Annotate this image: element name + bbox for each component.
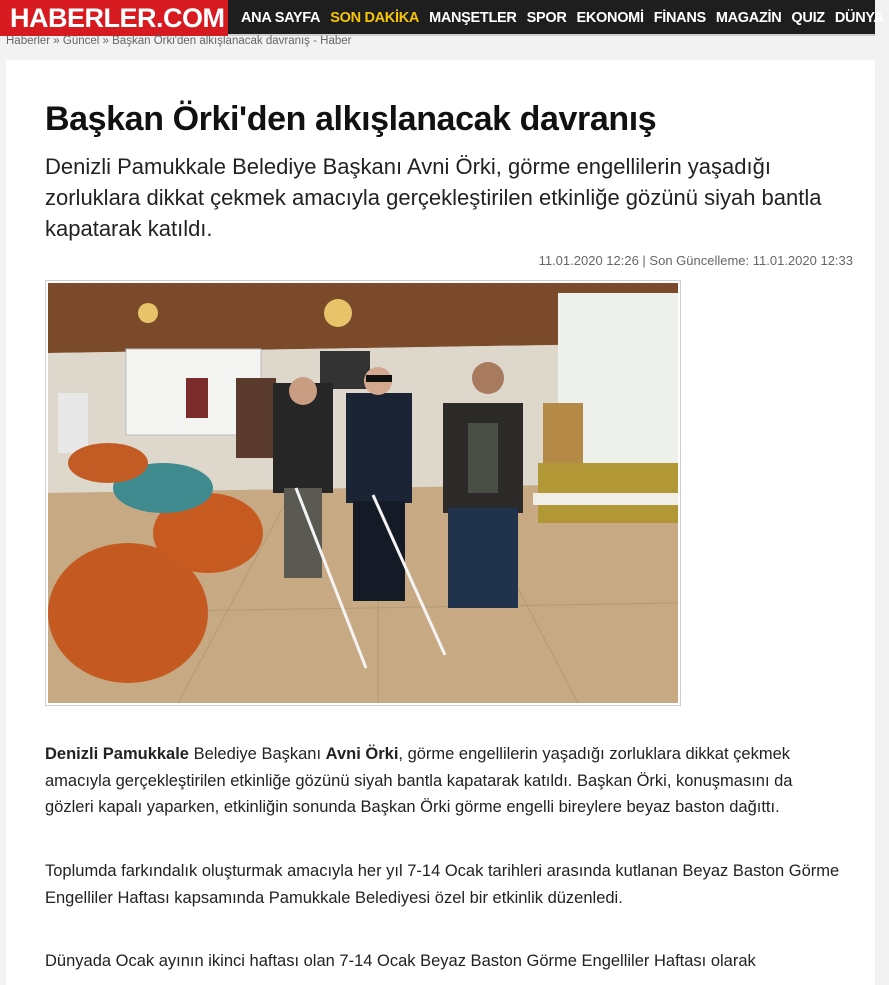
news-photo-icon xyxy=(48,283,678,703)
nav-item-ekonomi[interactable]: EKONOMİ xyxy=(576,10,644,26)
breadcrumb-item-current: Başkan Örki'den alkışlanacak davranış - Haber xyxy=(112,35,352,47)
nav-item-mansetler[interactable]: MANŞETLER xyxy=(429,10,517,26)
breadcrumb-item-haberler[interactable]: Haberler xyxy=(6,35,51,47)
article-title: Başkan Örki'den alkışlanacak davranış xyxy=(45,100,657,138)
article-photo[interactable] xyxy=(45,280,681,706)
breadcrumb xyxy=(6,35,351,47)
article-date: 11.01.2020 12:26 | Son Güncelleme: 11.01.2020 12:33 xyxy=(538,253,853,268)
breadcrumb-item-guncel[interactable]: Güncel xyxy=(62,35,100,47)
nav-item-spor[interactable]: SPOR xyxy=(526,10,567,26)
breadcrumb-separator: » xyxy=(99,35,113,47)
paragraph-text: , görme engellilerin yaşadığı zorluklara dikkat çekmek amacıyla gerçekleştirilen etkinliğe gözünü siyah bantla kapatarak katıldı. Başkan Örki, konuşmasını da gözleri kapalı yaparken, etkinliğin sonunda Başkan Örki görme engelli bireylere beyaz baston dağıttı. xyxy=(45,745,793,816)
article-spot: Denizli Pamukkale Belediye Başkanı Avni Örki, görme engellilerin yaşadığı zorluklara dikkat çekmek amacıyla gerçekleştirilen etkinliğe gözünü siyah bantla kapatarak katıldı. xyxy=(45,154,822,241)
breadcrumb-separator: » xyxy=(50,35,63,47)
top-navbar xyxy=(0,0,884,36)
bold-location: Denizli Pamukkale xyxy=(45,745,189,763)
nav-item-ana-sayfa[interactable]: ANA SAYFA xyxy=(241,10,321,26)
nav-item-quiz[interactable]: QUIZ xyxy=(791,10,825,26)
paragraph-text: Belediye Başkanı xyxy=(188,745,326,763)
nav-item-son-dakika[interactable]: SON DAKİKA xyxy=(330,10,420,26)
article-paragraph xyxy=(45,741,845,821)
main-nav xyxy=(236,0,889,36)
nav-item-magazin[interactable]: MAGAZİN xyxy=(715,10,782,26)
nav-item-finans[interactable]: FİNANS xyxy=(653,10,706,26)
article-paragraph: Dünyada Ocak ayının ikinci haftası olan 7-14 Ocak Beyaz Baston Görme Engelliler Haftası olarak xyxy=(45,952,756,970)
site-logo[interactable]: HABERLER.COM xyxy=(0,0,228,36)
nav-item-dunya[interactable]: DÜNYA xyxy=(834,10,884,26)
bold-name: Avni Örki xyxy=(325,745,399,763)
article-paragraph: Toplumda farkındalık oluşturmak amacıyla her yıl 7-14 Ocak tarihleri arasında kutlanan Beyaz Baston Görme Engelliler Haftası kapsamında Pamukkale Belediyesi özel bir etkinlik düzenledi. xyxy=(45,862,840,907)
